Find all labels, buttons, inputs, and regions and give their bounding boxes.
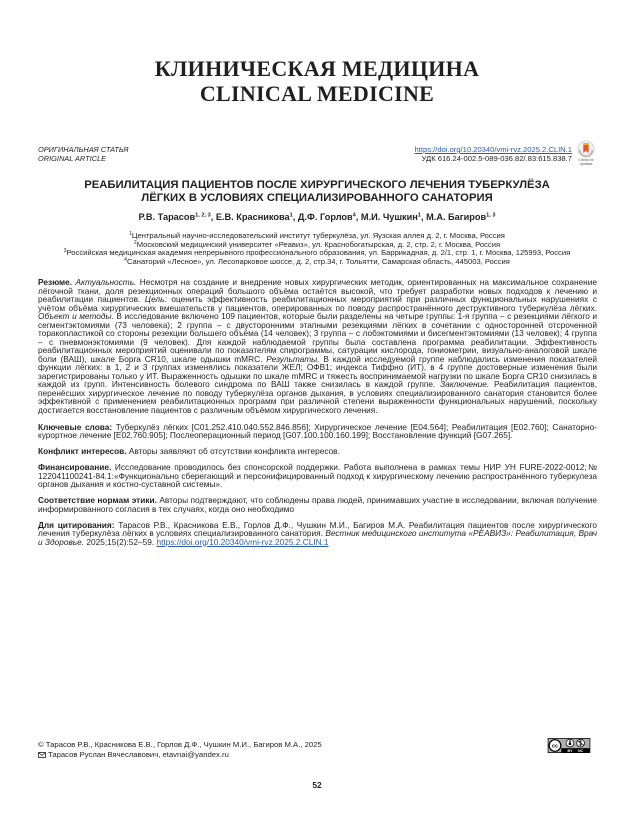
license-nc-label: NC — [578, 748, 584, 753]
affiliation: $^3$Российская медицинская академия непрерывного профессионального образования, ул. Баррикадная, д. 2/1, стр. 1, г. Москва, 125993, Россия — [63, 248, 571, 258]
affiliation: $^4$Санаторий «Лесное», ул. Лесопарковое шоссе, д. 2, стр.34, г. Тольятти, Самарская область, 445003, Россия — [124, 257, 510, 267]
article-meta — [415, 145, 572, 163]
corresponding-author — [38, 750, 322, 761]
doi-link[interactable]: https://doi.org/10.20340/vmi-rvz.2025.2.CLIN.1 — [414, 145, 572, 154]
journal-title-en: CLINICAL MEDICINE — [199, 81, 435, 106]
funding-label: Финансирование. — [38, 462, 112, 472]
citation-doi-link[interactable]: https://doi.org/10.20340/vmi-rvz.2025.2.CLIN.1 — [156, 536, 329, 547]
citation — [38, 521, 597, 547]
front-matter — [38, 278, 597, 546]
funding-text: Исследование проводилось без спонсорской поддержки. Работа выполнена в рамках темы НИР УН FURE-2022-0012;№ 122041100241-84.1:«Функционально сберегающий и персонифицированный подход к хирургическому лечению распространённого туберкулеза органов дыхания и костно-суставной системы». — [38, 462, 597, 489]
abstract-results-text: В каждой исследуемой группе наблюдались изменения показателей функции лёгких: в 1, 2 и 3 группах изменялись показатели ЖЕЛ; ОФВ1; индекса Тиффно (ИТ), в 4 группе достоверные изменения были зарегистрированы только у ИТ. Выраженность одышки по шкале mMRC и тяжесть воспринимаемой нагрузки по шкале Борга CR10 снизилась в каждой из групп. Интенсивность болевого синдрома по ВАШ также снизилась в каждой группе. — [38, 353, 598, 389]
affiliation-list — [10, 232, 624, 267]
funding — [38, 463, 597, 489]
crossmark-icon — [577, 140, 595, 158]
citation-journal: Вестник медицинского института «РЕАВИЗ»: Реабилитация, Врач и Здоровье. — [38, 528, 597, 547]
abstract-results-heading: Результаты. — [266, 353, 320, 364]
attribution-icon — [566, 739, 574, 747]
abstract-methods-text: В исследование включено 109 пациентов, которые были разделены на четыре группы: 1-я группа – с резекциями лёгкого и сегментэктомиями (73 человека); 2 группа – с двусторонними этапными резекциями лёгких в сочетании с односторонней отсроченной торакопластикой со стороны резекции большего объёма (14 человек); 3 группа – с лобэктомиями и бисегментэктомиями (13 человек); 4 группа – с пневмонэктомиями (9 человек). Для каждой наблюдаемой группы была составлена программа реабилитации. Эффективность реабилитационных мероприятий оценивали по показателям спирограммы, сатурации кислорода, гониометрии, визуально-аналоговой шкале боли (ВАШ), шкале Борга CR10, шкале одышки mMRC. — [38, 311, 597, 364]
footer — [38, 740, 322, 761]
abstract-conclusion-text: Реабилитация пациентов, перенёсших хирургическое лечение по поводу туберкулёза органов дыхания, в условиях специализированного санатория становится более эффективной с применением реабилитационных программ при различной степени выраженности функциональных нарушений, поскольку достигается восстановление пациентов с различным объёмом хирургического лечения. — [38, 379, 598, 415]
envelope-icon — [38, 751, 46, 761]
article-title-line-2: ЛЁГКИХ В УСЛОВИЯХ СПЕЦИАЛИЗИРОВАННОГО САНАТОРИЯ — [141, 192, 493, 204]
abstract — [38, 278, 597, 414]
abstract-methods-heading: Объект и методы. — [38, 311, 114, 321]
ethics-statement — [38, 496, 597, 513]
article-type-en: ORIGINAL ARTICLE — [38, 154, 107, 163]
check-for-updates-badge[interactable] — [575, 140, 597, 166]
abstract-aim-heading: Цель: — [144, 294, 167, 304]
affiliation: $^1$Центральный научно-исследовательский институт туберкулёза, ул. Яузская аллея д. 2, г. Москва, Россия — [129, 231, 505, 240]
abstract-relevance-text: Несмотря на создание и внедрение новых хирургических методик, ориентированных на максимальное сохранение лёгочной ткани, доля резекционных операций большого объёма остаётся высокой, что требует разработки новых подходов к лечению и реабилитации пациентов. — [38, 277, 597, 304]
article-title-line-1: РЕАБИЛИТАЦИЯ ПАЦИЕНТОВ ПОСЛЕ ХИРУРГИЧЕСКОГО ЛЕЧЕНИЯ ТУБЕРКУЛЁЗА — [84, 179, 550, 191]
non-commercial-icon — [577, 739, 585, 747]
ethics-text: Авторы подтверждают, что соблюдены права людей, принимавших участие в исследовании, включая получение информированного согласия в тех случаях, когда оно необходимо — [38, 495, 597, 514]
license-by-label: BY — [567, 748, 573, 753]
ethics-label: Соответствие нормам этики. — [38, 495, 157, 505]
article-type — [38, 145, 128, 163]
author: М.А. Багиров$^{1, 3}$ — [426, 212, 496, 222]
udk-code: УДК 616.24-002.5-089-036.82/.83:615.838.7 — [421, 154, 572, 163]
check-for-updates-label: Check for updates — [578, 158, 594, 166]
contact-name: Тарасов Руслан Вячеславович, — [48, 750, 161, 759]
article-type-ru: ОРИГИНАЛЬНАЯ СТАТЬЯ — [38, 145, 129, 154]
abstract-label: Резюме. — [38, 277, 73, 287]
author-affiliation-marks: 1, 3 — [486, 212, 496, 219]
keywords — [38, 423, 597, 440]
citation-issue: 2025;15(2):52–59. — [86, 536, 155, 547]
cc-logo-text: cc — [552, 743, 558, 750]
author: Е.В. Красникова$^1$, — [215, 212, 296, 222]
keywords-text: Туберкулёз лёгких [C01.252.410.040.552.846.856]; Хирургическое лечение [E04.564]; Реабилитация [E02.760]; Санаторно-курортное лечение [E02.760.905]; Послеоперационный период [G07.100.100.160.199]; Восстановление функций [G07.265]. — [38, 421, 598, 440]
keywords-label: Ключевые слова: — [38, 421, 113, 432]
author-affiliation-marks: 4 — [352, 212, 356, 219]
article-title — [0, 179, 634, 205]
citation-label: Для цитирования: — [38, 519, 115, 530]
author: М.И. Чушкин$^1$, — [360, 212, 424, 222]
copyright: © Тарасов Р.В., Красникова Е.В., Горлов Д.Ф., Чушкин М.И., Багиров М.А., 2025 — [38, 740, 322, 749]
cc-license-badge[interactable] — [547, 738, 591, 758]
author: Р.В. Тарасов$^{1, 2, 3}$, — [138, 212, 214, 222]
author-list — [0, 212, 634, 223]
abstract-relevance-heading: Актуальность. — [75, 277, 137, 287]
affiliation: $^2$Московский медицинский университет «Реавиз», ул. Краснобогатырская, д. 2, стр. 2, г. Москва, Россия — [133, 239, 501, 249]
citation-text: Тарасов Р.В., Красникова Е.В., Горлов Д.Ф., Чушкин М.И., Багиров М.А. Реабилитация пациентов после хирургического лечения туберкулёза лёгких в условиях специализированного санатория. — [38, 519, 598, 538]
conflict-label: Конфликт интересов. — [38, 446, 127, 456]
page-number: 52 — [312, 780, 322, 790]
author-affiliation-marks: 1 — [417, 212, 421, 219]
journal-header — [0, 56, 634, 106]
abstract-aim-text: оценить эффективность реабилитационных мероприятий при различных функциональных нарушениях с учётом объёма хирургических вмешательств у пациентов, оперированных по поводу распространённого деструктивного туберкулёза лёгких. — [38, 294, 597, 313]
contact-email[interactable]: etavnai@yandex.ru — [162, 750, 229, 759]
abstract-conclusion-heading: Заключение. — [440, 379, 490, 389]
author-affiliation-marks: 1 — [289, 212, 293, 219]
author: Д.Ф. Горлов$^4$, — [297, 212, 359, 222]
journal-title-ru: КЛИНИЧЕСКАЯ МЕДИЦИНА — [154, 56, 480, 81]
author-affiliation-marks: 1, 2, 3 — [195, 212, 211, 219]
conflict-text: Авторы заявляют об отсутствии конфликта интересов. — [128, 446, 340, 456]
conflict-of-interest — [38, 447, 597, 456]
